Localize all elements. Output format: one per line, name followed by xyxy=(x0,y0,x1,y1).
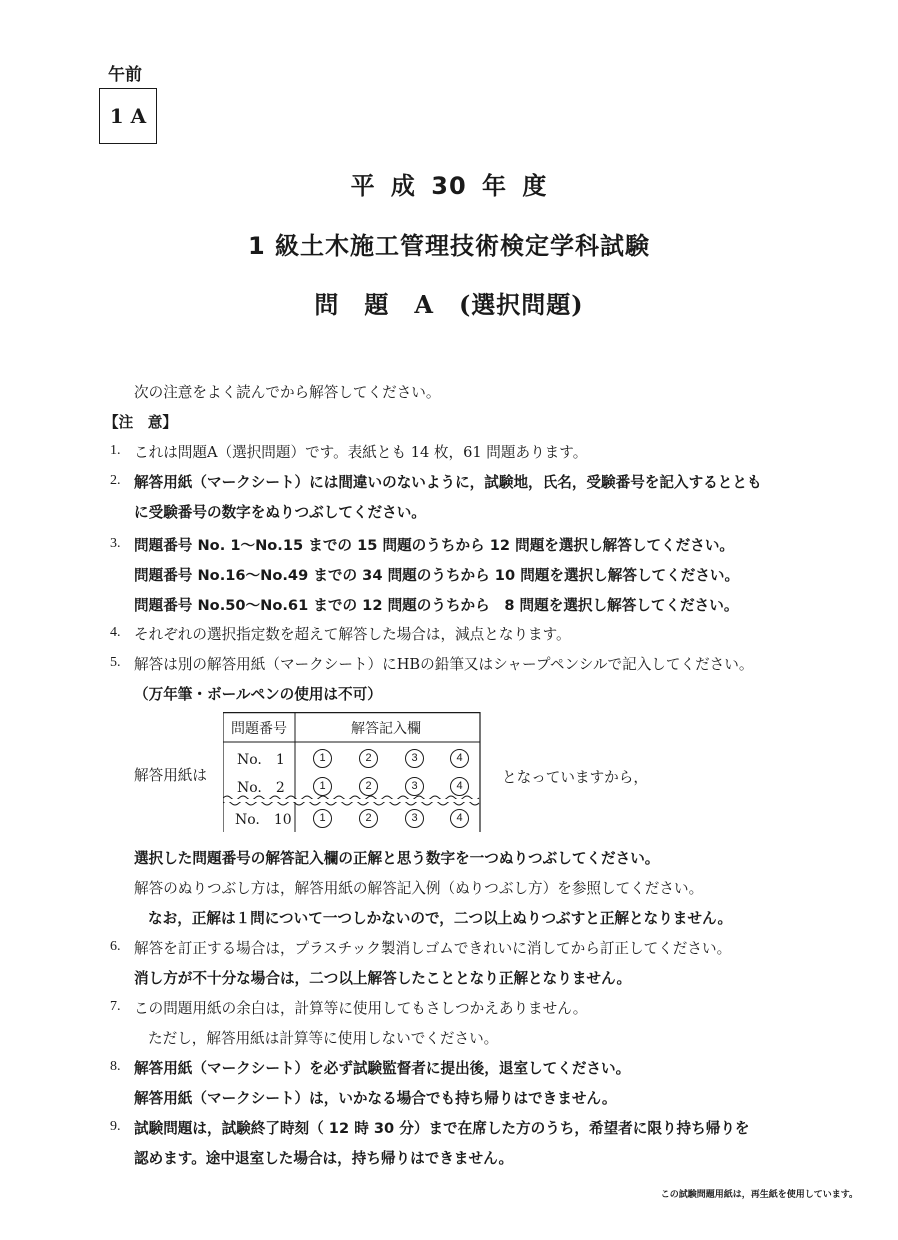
item-9-line-2: 認めます。途中退室した場合は，持ち帰りはできません。 xyxy=(134,1150,514,1167)
row-number: No. 10 xyxy=(235,812,292,828)
title-problem: 問 題 A (選択問題) xyxy=(314,290,584,319)
item-7-line-2: ただし，解答用紙は計算等に使用しないでください。 xyxy=(148,1030,499,1047)
title-exam: 1 級土木施工管理技術検定学科試験 xyxy=(247,232,651,260)
item-2-line-2: に受験番号の数字をぬりつぶしてください。 xyxy=(134,504,426,521)
item-number: 2. xyxy=(110,473,121,488)
choice-circle: 4 xyxy=(450,777,469,796)
item-3-line-1: 問題番号 No. 1～No.15 までの 15 問題のうちから 12 問題を選択し解答してください。 xyxy=(134,537,735,554)
item-8-line-1: 解答用紙（マークシート）を必ず試験監督者に提出後，退室してください。 xyxy=(134,1060,631,1077)
choice-circle: 3 xyxy=(405,777,424,796)
choice-circle: 2 xyxy=(359,809,378,828)
title-year: 平 成 30 年 度 xyxy=(350,172,548,200)
item-number: 5. xyxy=(110,655,121,670)
exam-code-box xyxy=(99,88,157,144)
item-3-line-3: 問題番号 No.50～No.61 までの 12 問題のうちから 8 問題を選択し解答してください。 xyxy=(134,597,739,614)
choice-circle: 2 xyxy=(359,777,378,796)
row-number: No. 1 xyxy=(237,752,285,768)
item-1-text: これは問題A（選択問題）です。表紙とも 14 枚，61 問題あります。 xyxy=(134,444,588,461)
header-answer-column: 解答記入欄 xyxy=(351,721,421,737)
intro-text: 次の注意をよく読んでから解答してください。 xyxy=(134,384,441,401)
item-number: 4. xyxy=(110,625,121,640)
item-number: 6. xyxy=(110,939,121,954)
item-5-line-1: 解答は別の解答用紙（マークシート）にHBの鉛筆又はシャープペンシルで記入してください。 xyxy=(134,656,754,673)
item-number: 1. xyxy=(110,443,121,458)
choice-circle: 1 xyxy=(313,809,332,828)
item-6-line-1: 解答を訂正する場合は，プラスチック製消しゴムできれいに消してから訂正してください。 xyxy=(134,940,732,957)
item-4-text: それぞれの選択指定数を超えて解答した場合は，減点となります。 xyxy=(134,626,571,643)
item-8-line-2: 解答用紙（マークシート）は，いかなる場合でも持ち帰りはできません。 xyxy=(134,1090,617,1107)
header-problem-number: 問題番号 xyxy=(231,721,287,737)
item-9-line-1: 試験問題は，試験終了時刻（ 12 時 30 分）まで在席した方のうち，希望者に限り持ち帰りを xyxy=(134,1120,750,1137)
answer-sheet-example-table xyxy=(223,712,483,832)
sheet-left-label: 解答用紙は xyxy=(134,767,207,784)
item-5-line-4: 解答のぬりつぶし方は，解答用紙の解答記入例（ぬりつぶし方）を参照してください。 xyxy=(134,880,704,897)
choice-circle: 3 xyxy=(405,749,424,768)
notice-heading: 【注 意】 xyxy=(104,414,177,431)
choice-circle: 2 xyxy=(359,749,378,768)
item-5-line-3: 選択した問題番号の解答記入欄の正解と思う数字を一つぬりつぶしてください。 xyxy=(134,850,660,867)
item-7-line-1: この問題用紙の余白は，計算等に使用してもさしつかえありません。 xyxy=(134,1000,588,1017)
item-3-line-2: 問題番号 No.16～No.49 までの 34 問題のうちから 10 問題を選択し解答してください。 xyxy=(134,567,740,584)
choice-circle: 4 xyxy=(450,809,469,828)
item-number: 3. xyxy=(110,536,121,551)
item-5-line-2: （万年筆・ボールペンの使用は不可） xyxy=(134,686,382,703)
item-6-line-2: 消し方が不十分な場合は，二つ以上解答したこととなり正解となりません。 xyxy=(134,970,632,987)
choice-circle: 3 xyxy=(405,809,424,828)
item-number: 9. xyxy=(110,1119,121,1134)
item-5-line-5: なお，正解は１問について一つしかないので，二つ以上ぬりつぶすと正解となりません。 xyxy=(148,910,733,927)
choice-circle: 1 xyxy=(313,777,332,796)
item-number: 8. xyxy=(110,1059,121,1074)
row-number: No. 2 xyxy=(237,780,285,796)
item-number: 7. xyxy=(110,999,121,1014)
sheet-right-label: となっていますから， xyxy=(502,769,648,786)
exam-code: 1 A xyxy=(109,104,147,128)
session-label: 午前 xyxy=(108,65,142,85)
choice-circle: 1 xyxy=(313,749,332,768)
choice-circle: 4 xyxy=(450,749,469,768)
footer-recycled-paper-note: この試験問題用紙は，再生紙を使用しています。 xyxy=(660,1190,858,1200)
item-2-line-1: 解答用紙（マークシート）には間違いのないように，試験地，氏名，受験番号を記入するととも xyxy=(134,474,762,491)
